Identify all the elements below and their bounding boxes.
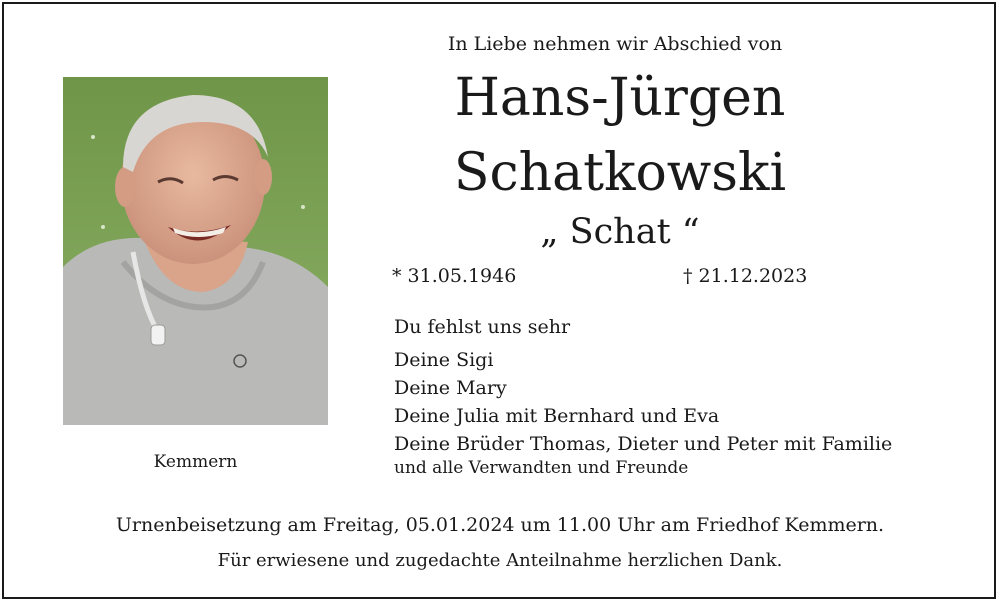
mourner-line: Deine Sigi [394,349,494,371]
mourner-line: Deine Brüder Thomas, Dieter und Peter mit Familie [394,433,893,455]
funeral-info: Urnenbeisetzung am Freitag, 05.01.2024 um 11.00 Uhr am Friedhof Kemmern. [115,514,885,536]
deceased-last-name: Schatkowski [453,143,787,203]
mourner-line: Deine Mary [394,377,507,399]
thanks-note: Für erwiesene und zugedachte Anteilnahme herzlichen Dank. [217,550,783,571]
mourner-line: Deine Julia mit Bernhard und Eva [394,405,720,427]
death-date: † 21.12.2023 [683,265,808,287]
birth-date: * 31.05.1946 [392,265,517,287]
deceased-nickname: „ Schat “ [540,212,700,252]
photo-caption: Kemmern [153,452,238,472]
farewell-message: Du fehlst uns sehr [394,316,571,338]
portrait-photo [63,77,328,425]
mourner-line: und alle Verwandten und Freunde [394,458,689,478]
deceased-first-name: Hans-Jürgen [454,68,786,128]
intro-text: In Liebe nehmen wir Abschied von [447,33,783,55]
